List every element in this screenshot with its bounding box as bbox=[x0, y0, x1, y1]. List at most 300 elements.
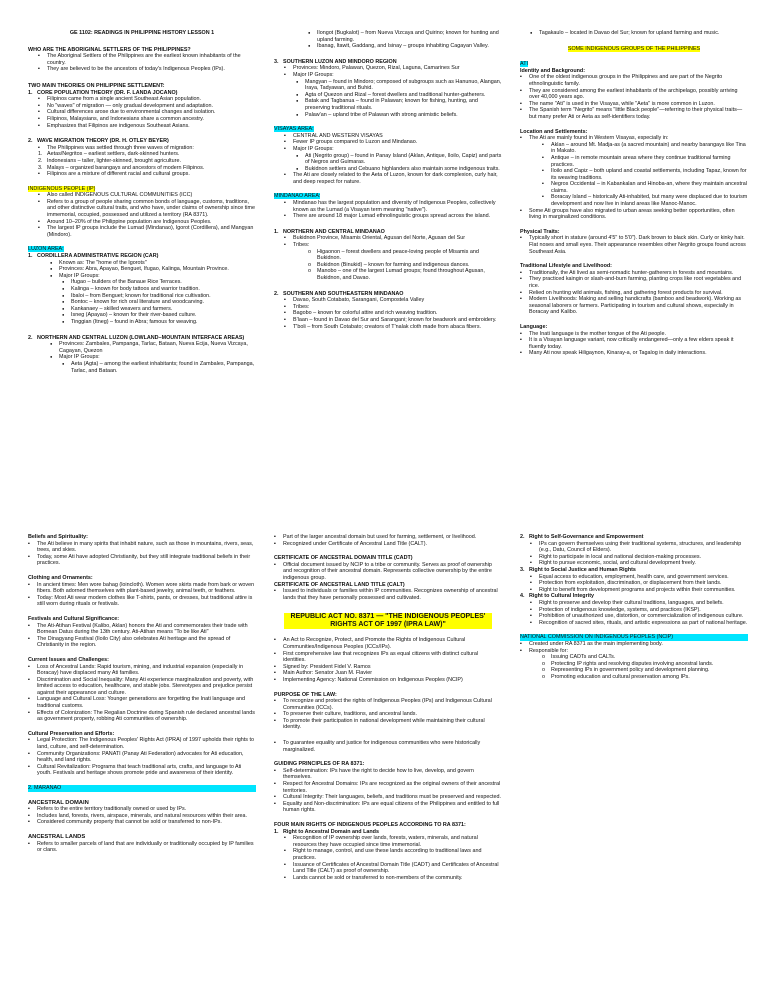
list-item bbox=[28, 312, 256, 319]
bullet-marker: ● bbox=[50, 341, 53, 347]
bullet-marker: ▪ bbox=[284, 835, 286, 842]
bullet-marker: ▪ bbox=[274, 794, 276, 801]
list-item bbox=[274, 718, 502, 731]
top-column-2 bbox=[274, 30, 502, 330]
bullet-marker: ▪ bbox=[530, 553, 532, 560]
item-text: Indonesians – taller, lighter-skinned, brought agriculture. bbox=[47, 157, 181, 164]
list-item bbox=[520, 600, 748, 607]
list-item bbox=[274, 740, 502, 753]
highlighted-heading: MINDANAO AREA: bbox=[274, 193, 321, 200]
bullet-marker: ▪ bbox=[284, 71, 286, 78]
list-item bbox=[520, 560, 748, 567]
list-item bbox=[274, 79, 502, 92]
list-item bbox=[274, 213, 502, 220]
bullet-marker: ▪ bbox=[284, 200, 286, 207]
bullet-marker: ▪ bbox=[530, 599, 532, 606]
bullet-marker: o bbox=[542, 654, 545, 661]
bullet-marker: ▪ bbox=[284, 139, 286, 146]
highlighted-heading: SOME INDIGENOUS GROUPS OF THE PHILIPPINES bbox=[567, 45, 701, 52]
bullet-marker: ▪ bbox=[274, 637, 276, 644]
list-item bbox=[520, 194, 748, 207]
list-item bbox=[28, 541, 256, 554]
item-text: Traditionally, the Ati lived as semi-nomadic hunter-gatherers in forests and mountains. bbox=[529, 269, 734, 276]
bullet-marker: ● bbox=[50, 259, 53, 265]
numbered-item bbox=[28, 138, 256, 145]
highlight-block bbox=[274, 193, 502, 200]
item-text: Language and Cultural Loss: Younger generations are forgetting the Inati language and traditional customs. bbox=[37, 696, 245, 710]
bullet-marker: ▪ bbox=[28, 635, 30, 642]
list-item bbox=[274, 262, 502, 269]
list-item bbox=[274, 133, 502, 140]
bullet-marker: ▪ bbox=[520, 647, 522, 654]
item-text: Mindanao has the largest population and diversity of Indigenous Peoples, collectively known as the Lumad (a Visayan term meaning "native"). bbox=[293, 200, 496, 213]
bullet-marker: ▪ bbox=[274, 698, 276, 705]
list-item bbox=[274, 317, 502, 324]
section-heading: ANCESTRAL LANDS bbox=[28, 833, 86, 840]
bullet-marker: ● bbox=[50, 354, 53, 360]
list-item bbox=[274, 637, 502, 650]
highlight-block bbox=[520, 634, 748, 641]
highlight-block bbox=[28, 186, 256, 193]
list-item bbox=[274, 166, 502, 173]
item-text: Effects of Colonization: The Regalian Doctrine during Spanish rule declared ancestral lands as government property, robbing Ati communities of ownership. bbox=[37, 709, 255, 723]
bullet-marker: 3. bbox=[38, 164, 43, 171]
list-item bbox=[274, 875, 502, 882]
item-text: Self-determination: IPs have the right to decide how to live, develop, and govern themselves. bbox=[283, 767, 474, 781]
item-text: B'laan – found in Davao del Sur and Sarangani; known for beadwork and embroidery. bbox=[293, 316, 497, 323]
bullet-marker: ▪ bbox=[284, 303, 286, 310]
list-item bbox=[28, 123, 256, 130]
bullet-marker: o bbox=[308, 248, 311, 255]
item-text: Higaonon – forest dwellers and peace-loving people of Misamis and Bukidnon. bbox=[317, 248, 479, 262]
list-item bbox=[520, 607, 748, 614]
bullet-marker: ▪ bbox=[38, 96, 40, 103]
list-item bbox=[28, 273, 256, 280]
list-item bbox=[520, 554, 748, 561]
section-heading: Physical Traits: bbox=[520, 228, 560, 235]
list-item bbox=[28, 361, 256, 374]
item-text: Ilongot (Bugkalot) – from Nueva Vizcaya and Quirino; known for hunting and upland farming. bbox=[317, 30, 499, 43]
bullet-marker: ▪ bbox=[28, 540, 30, 547]
bullet-marker: ▪ bbox=[520, 350, 522, 357]
list-item bbox=[28, 109, 256, 116]
section-heading: CERTIFICATE OF ANCESTRAL DOMAIN TITLE (CADT) bbox=[274, 555, 413, 562]
item-text: Loss of Ancestral Lands: Rapid tourism, mining, and industrial expansion (especially in Boracay) have displaced many Ati families. bbox=[37, 663, 244, 677]
list-item bbox=[274, 65, 502, 72]
item-text: Promoting education and cultural preservation among IPs. bbox=[551, 673, 690, 680]
bullet-marker: ● bbox=[308, 43, 311, 49]
section-heading: Location and Settlements: bbox=[520, 128, 588, 135]
list-item bbox=[274, 310, 502, 317]
list-item bbox=[520, 337, 748, 350]
bullet-marker: ▪ bbox=[38, 198, 40, 205]
bullet-marker: ▪ bbox=[284, 213, 286, 220]
item-text: Refers to a group of people sharing common bonds of language, customs, traditions, and other distinctive cultural traits, and who have, under claims of ownership since time immemorial, occupied, possessed and utilized a territory (RA 8371). bbox=[47, 198, 255, 219]
list-item bbox=[28, 354, 256, 361]
bullet-marker: ▪ bbox=[28, 594, 30, 601]
item-text: Known as: The "home of the Igorots" bbox=[59, 259, 147, 266]
bullet-marker: o bbox=[308, 261, 311, 268]
bullet-marker: ▪ bbox=[28, 696, 30, 703]
bullet-marker: 1. bbox=[38, 151, 43, 158]
list-item bbox=[520, 168, 748, 181]
list-item bbox=[274, 200, 502, 213]
bullet-marker: 2. bbox=[520, 534, 525, 540]
item-text: To promote their participation in national development while maintaining their cultural identity. bbox=[283, 717, 485, 731]
item-text: Protection of indigenous knowledge, systems, and practices (IKSP). bbox=[539, 606, 701, 613]
top-column-1 bbox=[28, 30, 256, 374]
bullet-marker: ● bbox=[308, 30, 311, 35]
bullet-marker: ● bbox=[62, 292, 65, 298]
bullet-marker: ▪ bbox=[274, 588, 276, 595]
list-item bbox=[520, 276, 748, 289]
list-item bbox=[274, 242, 502, 249]
item-text: The Dinagyang Festival (Iloilo City) also celebrates Ati heritage and the spread of Christianity in the region. bbox=[37, 635, 231, 649]
list-item bbox=[520, 181, 748, 194]
list-item bbox=[520, 101, 748, 108]
item-text: Considered community property that cannot be sold or transferred to non-IPs. bbox=[37, 819, 222, 826]
highlight-block bbox=[520, 61, 748, 68]
item-text: The Ati are mainly found in Western Visayas, especially in: bbox=[529, 135, 669, 142]
list-item bbox=[28, 225, 256, 238]
list-item bbox=[274, 235, 502, 242]
item-text: Provinces: Zambales, Pampanga, Tarlac, Bataan, Nueva Ecija, Nueva Vizcaya, Cagayan, Quezon bbox=[59, 341, 248, 354]
top-column-3 bbox=[520, 30, 748, 357]
item-text: Recognition of IP ownership over lands, forests, waters, minerals, and natural resources they have occupied since time immemorial. bbox=[293, 835, 478, 848]
section-heading: WHO ARE THE ABORIGINAL SETTLERS OF THE PHILIPPINES? bbox=[28, 46, 191, 53]
list-item bbox=[520, 674, 748, 681]
numbered-item bbox=[28, 90, 256, 97]
item-text: The Inati language is the mother tongue of the Ati people. bbox=[529, 330, 666, 337]
list-item bbox=[274, 249, 502, 262]
item-text: Palaw'an – upland tribe of Palawan with strong animistic beliefs. bbox=[305, 111, 458, 118]
bullet-marker: ● bbox=[62, 318, 65, 324]
bullet-marker: ▪ bbox=[284, 848, 286, 855]
item-text: Tribes: bbox=[293, 242, 310, 249]
list-item bbox=[520, 135, 748, 142]
bullet-marker: ▪ bbox=[28, 581, 30, 588]
list-item bbox=[28, 199, 256, 219]
bullet-marker: ● bbox=[62, 305, 65, 311]
list-item bbox=[28, 306, 256, 313]
item-text: Major IP Groups: bbox=[59, 272, 100, 279]
bullet-marker: ● bbox=[62, 279, 65, 285]
bullet-marker: ▪ bbox=[530, 540, 532, 547]
list-item bbox=[520, 155, 748, 168]
item-text: Aetas/Negritos – earliest settlers, dark-skinned hunters. bbox=[47, 151, 180, 158]
bullet-marker: ▪ bbox=[542, 181, 544, 188]
item-text: Discrimination and Social Inequality: Many Ati experience marginalization and poverty, with limited access to education, healthcare, and stable jobs. Stereotypes and prejudice persist against their appearance and culture. bbox=[37, 676, 254, 696]
item-text: WAVE MIGRATION THEORY (DR. H. OTLEY BEYER) bbox=[37, 138, 169, 145]
bullet-marker: ▪ bbox=[38, 171, 40, 178]
item-text: Tinggian (Itneg) – found in Abra; famous for weaving. bbox=[71, 318, 198, 325]
item-text: Bukidnon settlers and Cebuano highlanders also maintain some indigenous traits. bbox=[305, 165, 500, 172]
item-text: Bagobo – known for colorful attire and rich weaving tradition. bbox=[293, 310, 438, 317]
item-text: Part of the larger ancestral domain but used for farming, settlement, or livelihood. bbox=[283, 534, 477, 540]
item-text: Filipinos, Malaysians, and Indonesians share a common ancestry. bbox=[47, 115, 204, 122]
bullet-marker: ▪ bbox=[28, 812, 30, 819]
item-text: Right to Ancestral Domain and Lands bbox=[283, 828, 379, 835]
item-text: Equal access to education, employment, health care, and government services. bbox=[539, 573, 729, 580]
bullet-marker: ▪ bbox=[284, 874, 286, 881]
item-text: Signed by: President Fidel V. Ramos bbox=[283, 663, 371, 670]
section-heading: Beliefs and Spirituality: bbox=[28, 534, 88, 540]
item-text: Main Author: Senator Juan M. Flavier bbox=[283, 670, 372, 677]
highlight-block bbox=[520, 46, 748, 53]
list-item bbox=[28, 554, 256, 567]
list-item bbox=[28, 664, 256, 677]
bullet-marker: ▪ bbox=[28, 737, 30, 744]
item-text: Malays – organized barangays and ancestors of modern Filipinos. bbox=[47, 164, 205, 171]
item-text: To guarantee equality and justice for indigenous communities who were historically marginalized. bbox=[283, 740, 481, 753]
bullet-marker: ▪ bbox=[38, 115, 40, 122]
bullet-marker: ▪ bbox=[274, 767, 276, 774]
section-heading: CERTIFICATE OF ANCESTRAL LAND TITLE (CALT) bbox=[274, 581, 405, 588]
item-text: Protecting IP rights and resolving disputes involving ancestral lands. bbox=[551, 660, 714, 667]
highlight-block bbox=[28, 246, 256, 253]
section-heading: PURPOSE OF THE LAW: bbox=[274, 691, 337, 698]
item-text: Provinces: Abra, Apayao, Benguet, Ifugao, Kalinga, Mountain Province. bbox=[59, 266, 229, 273]
item-text: Ati (Negrito group) – found in Panay Island (Aklan, Antique, Iloilo, Capiz) and parts of Negros and Guimaras. bbox=[305, 152, 502, 166]
bullet-marker: ▪ bbox=[520, 235, 522, 242]
list-item bbox=[520, 648, 748, 655]
list-item bbox=[28, 116, 256, 123]
item-text: An Act to Recognize, Protect, and Promote the Rights of Indigenous Cultural Communities/Indigenous Peoples (ICCs/IPs). bbox=[283, 637, 466, 650]
numbered-item bbox=[28, 151, 256, 158]
item-text: Cultural differences arose due to environmental changes and isolation. bbox=[47, 109, 216, 116]
list-item bbox=[274, 541, 502, 548]
list-item bbox=[274, 146, 502, 153]
item-text: Emphasizes that Filipinos are indigenous Southeast Asians. bbox=[47, 122, 190, 129]
numbered-item bbox=[28, 165, 256, 172]
item-text: Right to manage, control, and use these lands according to traditional laws and practices. bbox=[293, 848, 482, 861]
list-item bbox=[274, 588, 502, 601]
bullet-marker: 2. bbox=[38, 157, 43, 164]
item-text: Negros Occidental – in Kabankalan and Hinoba-an, where they maintain ancestral claims. bbox=[551, 181, 747, 194]
item-text: Provinces: Mindoro, Palawan, Quezon, Rizal, Laguna, Camarines Sur bbox=[293, 65, 460, 72]
list-item bbox=[274, 781, 502, 794]
list-item bbox=[28, 192, 256, 199]
bullet-marker: ● bbox=[62, 286, 65, 291]
highlight-block bbox=[28, 785, 256, 792]
bullet-marker: ▪ bbox=[542, 194, 544, 201]
list-item bbox=[520, 580, 748, 587]
list-item bbox=[28, 319, 256, 326]
list-item bbox=[520, 88, 748, 101]
bullet-marker: ▪ bbox=[274, 711, 276, 718]
bullet-marker: 4. bbox=[520, 593, 525, 600]
item-text: Today, some Ati have adopted Christianity, but they still integrate traditional beliefs in their practices. bbox=[37, 553, 251, 567]
item-text: Official document issued by NCIP to a tribe or community. Serves as proof of ownership and recognition of their ancestral domain. Represents collective ownership by the entire indigenous group. bbox=[283, 561, 492, 581]
item-text: NORTHERN AND CENTRAL MINDANAO bbox=[283, 228, 385, 235]
list-item bbox=[274, 297, 502, 304]
list-item bbox=[28, 710, 256, 723]
numbered-item bbox=[274, 59, 502, 66]
item-text: They are considered among the earliest inhabitants of the archipelago, possibly arriving over 40,000 years ago. bbox=[529, 87, 738, 101]
bullet-marker: ▪ bbox=[530, 613, 532, 620]
item-text: Implementing Agency: National Commission on Indigenous Peoples (NCIP) bbox=[283, 676, 463, 683]
bullet-marker: ▪ bbox=[542, 141, 544, 148]
item-text: CORDILLERA ADMINISTRATIVE REGION (CAR) bbox=[37, 253, 159, 260]
bullet-marker: 1. bbox=[28, 89, 33, 96]
item-text: The Aboriginal Settlers of the Philippines are the earliest known inhabitants of the country. bbox=[47, 53, 241, 66]
highlighted-heading: VISAYAS AREA: bbox=[274, 126, 314, 133]
item-text: To preserve their culture, traditions, and ancestral lands. bbox=[283, 711, 417, 718]
item-text: CENTRAL AND WESTERN VISAYAS bbox=[293, 132, 383, 139]
bullet-marker: ▪ bbox=[284, 235, 286, 242]
bullet-marker: ● bbox=[296, 165, 299, 171]
list-item bbox=[520, 667, 748, 674]
list-item bbox=[274, 562, 502, 582]
list-item bbox=[520, 74, 748, 87]
section-heading: Cultural Preservation and Efforts: bbox=[28, 730, 115, 737]
list-item bbox=[274, 72, 502, 79]
item-text: Issuing CADTs and CALTs. bbox=[551, 654, 616, 661]
item-text: Community Organizations: PANATI (Panay Ati Federation) advocates for Ati education, health, and land rights. bbox=[37, 750, 244, 764]
law-title: REPUBLIC ACT NO. 8371 — "THE INDIGENOUS PEOPLES' RIGHTS ACT OF 1997 (IPRA LAW)" bbox=[284, 613, 492, 629]
bullet-marker: ▪ bbox=[530, 586, 532, 593]
item-text: Kankanaey – skilled weavers and farmers. bbox=[71, 305, 173, 312]
bullet-marker: ▪ bbox=[28, 553, 30, 560]
list-item bbox=[28, 66, 256, 73]
list-item bbox=[274, 848, 502, 861]
item-text: Right to pursue economic, social, and cultural development freely. bbox=[539, 560, 696, 567]
bullet-marker: ▪ bbox=[28, 709, 30, 716]
item-text: The Ati-Atihan Festival (Kalibo, Aklan) honors the Ati and commemorates their trade with Bornean Datus during the 13th century. Ati-Atihan means "To be like Ati" bbox=[37, 622, 248, 636]
item-text: Recognized under Certificate of Ancestral Land Title (CALT). bbox=[283, 540, 428, 547]
list-item bbox=[28, 260, 256, 267]
list-item bbox=[274, 835, 502, 848]
item-text: Aklan – around Mt. Madja-as (a sacred mountain) and nearby barangays like Tina in Makato. bbox=[551, 141, 746, 155]
bottom-column-1 bbox=[28, 534, 256, 854]
item-text: Filipinos are a mixture of different racial and cultural groups. bbox=[47, 171, 190, 178]
item-text: Issued to individuals or families within IP communities. Recognizes ownership of ancestral lands that they have personally possessed and cultivated. bbox=[283, 588, 498, 601]
item-text: Ibanag, Itawit, Gaddang, and Isinay – groups inhabiting Cagayan Valley. bbox=[317, 43, 489, 50]
bullet-marker: o bbox=[542, 660, 545, 667]
numbered-item bbox=[28, 253, 256, 260]
list-item bbox=[28, 341, 256, 354]
item-text: The Ati are closely related to the Aeta of Luzon, known for dark complexion, curly hair, and deep respect for nature. bbox=[293, 172, 498, 185]
bullet-marker: ▪ bbox=[530, 619, 532, 626]
bullet-marker: ▪ bbox=[28, 763, 30, 770]
list-item bbox=[520, 208, 748, 221]
list-item bbox=[274, 768, 502, 781]
item-text: Major IP Groups: bbox=[293, 71, 334, 78]
list-item bbox=[520, 30, 748, 37]
list-item bbox=[520, 541, 748, 554]
list-item bbox=[28, 53, 256, 66]
list-item bbox=[274, 651, 502, 664]
list-item bbox=[520, 620, 748, 627]
bullet-marker: ▪ bbox=[274, 561, 276, 568]
item-text: IPs can govern themselves using their traditional systems, structures, and leadership (e.g., Datu, Council of Elders). bbox=[539, 540, 742, 554]
bullet-marker: ● bbox=[62, 360, 65, 366]
item-text: The Spanish term "Negrito" means "little Black people"—referring to their physical traits—but many prefer Ati or Aeta as self-identifiers today. bbox=[529, 107, 743, 120]
list-item bbox=[28, 279, 256, 286]
item-text: NORTHERN AND CENTRAL LUZON (LOWLAND–MOUNTAIN INTERFACE AREAS) bbox=[37, 334, 245, 341]
item-text: Batak and Tagbanua – found in Palawan; known for fishing, hunting, and preserving traditional rituals. bbox=[305, 98, 478, 111]
item-text: Tagakaulo – located in Davao del Sur; known for upland farming and music. bbox=[539, 30, 720, 36]
list-item bbox=[520, 331, 748, 338]
list-item bbox=[274, 98, 502, 111]
section-heading: ANCESTRAL DOMAIN bbox=[28, 799, 89, 806]
bullet-marker: ▪ bbox=[284, 297, 286, 304]
list-item bbox=[28, 737, 256, 750]
list-item bbox=[274, 801, 502, 814]
list-item bbox=[28, 696, 256, 709]
item-text: Right to benefit from development programs and projects within their communities. bbox=[539, 586, 736, 593]
item-text: Lands cannot be sold or transferred to non-members of the community. bbox=[293, 874, 463, 881]
item-text: Today: Most Ati wear modern clothes like T-shirts, pants, or dresses, but traditional attire is still worn during rituals or festivals. bbox=[37, 594, 253, 608]
list-item bbox=[274, 670, 502, 677]
bullet-marker: ▪ bbox=[28, 750, 30, 757]
bullet-marker: ▪ bbox=[520, 135, 522, 142]
item-text: Equality and Non-discrimination: IPs are equal citizens of the Philippines and entitled to full human rights. bbox=[283, 800, 500, 814]
item-text: CORE POPULATION THEORY (DR. F. LANDA JOCANO) bbox=[37, 89, 178, 96]
bullet-marker: ▪ bbox=[38, 144, 40, 151]
numbered-item bbox=[520, 567, 748, 574]
item-text: Typically short in stature (around 4'5" to 5'0"). Dark brown to black skin. Curly or kinky hair. Flat noses and small eyes. Their appearance resembles other Negrito groups found across Southeast Asia. bbox=[529, 235, 746, 255]
item-text: Right to Cultural Integrity bbox=[529, 593, 594, 600]
list-item bbox=[520, 290, 748, 297]
item-text: Right to Self-Governance and Empowerment bbox=[529, 534, 644, 540]
list-item bbox=[520, 270, 748, 277]
bullet-marker: ▪ bbox=[38, 53, 40, 60]
item-text: Kalinga – known for body tattoos and warrior tradition. bbox=[71, 286, 200, 292]
section-heading: Current Issues and Challenges: bbox=[28, 656, 109, 663]
bullet-marker: ▪ bbox=[520, 269, 522, 276]
list-item bbox=[274, 30, 502, 43]
section-heading: Clothing and Ornaments: bbox=[28, 574, 93, 581]
item-text: Issuance of Certificates of Ancestral Domain Title (CADT) and Certificates of Ancestral Land Title (CALT) as proof of ownership. bbox=[293, 861, 499, 875]
bullet-marker: o bbox=[542, 667, 545, 674]
bullet-marker: ▪ bbox=[284, 310, 286, 317]
item-text: Cultural Revitalization: Programs that teach traditional arts, crafts, and language to Ati youth. Festivals and heritage shows promote pride and awareness of their identity. bbox=[37, 763, 242, 777]
list-item bbox=[520, 654, 748, 661]
item-text: Protection from exploitation, discrimination, or displacement from their lands. bbox=[539, 580, 722, 587]
item-text: Respect for Ancestral Domains: IPs are recognized as the original owners of their ancestral territories. bbox=[283, 781, 501, 794]
list-item bbox=[28, 751, 256, 764]
bullet-marker: ● bbox=[296, 91, 299, 97]
bullet-marker: ● bbox=[62, 312, 65, 318]
bullet-marker: ▪ bbox=[38, 122, 40, 129]
list-item bbox=[28, 299, 256, 306]
item-text: Aeta (Agta) – among the earliest inhabitants; found in Zambales, Pampanga, Tarlac, and Bataan. bbox=[71, 360, 255, 374]
bullet-marker: ▪ bbox=[284, 172, 286, 179]
section-heading: GUIDING PRINCIPLES OF RA 8371: bbox=[274, 761, 365, 768]
bullet-marker: ▪ bbox=[38, 102, 40, 109]
list-item bbox=[28, 266, 256, 273]
list-item bbox=[28, 806, 256, 813]
item-text: The Ati believe in many spirits that inhabit nature, such as those in mountains, rivers, seas, trees, and skies. bbox=[37, 540, 254, 554]
item-text: Refers to smaller parcels of land that are individually or traditionally occupied by IP families or clans. bbox=[37, 840, 254, 854]
page-title: GE 1102: READINGS IN PHILIPPINE HISTORY LESSON 1 bbox=[69, 30, 215, 36]
list-item bbox=[520, 574, 748, 581]
item-text: Right to preserve and develop their cultural traditions, languages, and beliefs. bbox=[539, 599, 724, 606]
item-text: Ibaloi – from Benguet; known for traditional rice cultivation. bbox=[71, 292, 211, 299]
bullet-marker: ● bbox=[50, 266, 53, 272]
list-item bbox=[28, 819, 256, 826]
item-text: SOUTHERN AND SOUTHEASTERN MINDANAO bbox=[283, 290, 404, 297]
bullet-marker: ▪ bbox=[284, 323, 286, 330]
item-text: The name "Ati" is used in the Visayas, while "Aeta" is more common in Luzon. bbox=[529, 100, 715, 107]
bullet-marker: 2. bbox=[28, 138, 33, 145]
item-text: Includes land, forests, rivers, airspace, minerals, and natural resources within their area. bbox=[37, 812, 248, 819]
bullet-marker: o bbox=[542, 673, 545, 680]
list-item bbox=[28, 636, 256, 649]
item-text: Prohibition of unauthorized use, distortion, or commercialization of indigenous culture. bbox=[539, 613, 744, 620]
highlighted-heading: LUZON AREA: bbox=[28, 246, 64, 253]
